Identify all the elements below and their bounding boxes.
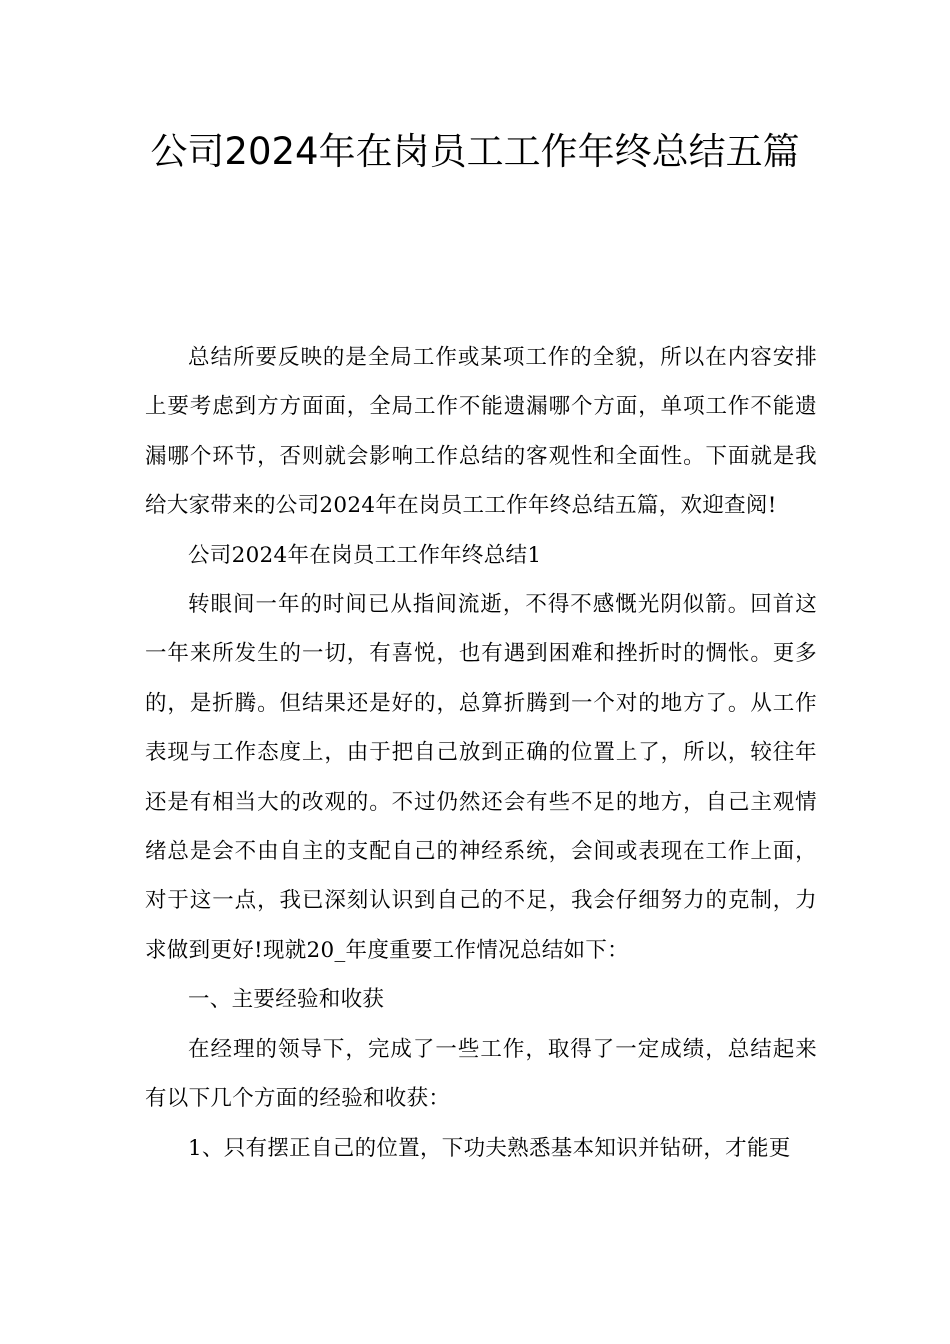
body-paragraph: 转眼间一年的时间已从指间流逝，不得不感慨光阴似箭。回首这一年来所发生的一切，有喜悦，也有遇到困难和挫折时的惆怅。更多的，是折腾。但结果还是好的，总算折腾到一个对的地方了。从工作表现与工作态度上，由于把自己放到正确的位置上了，所以，较往年还是有相当大的改观的。不过仍然还会有些不足的地方，自己主观情绪总是会不由自主的支配自己的神经系统，会间或表现在工作上面，对于这一点，我已深刻认识到自己的不足，我会仔细努力的克制，力求做到更好!现就20_年度重要工作情况总结如下： — [145, 592, 817, 963]
intro-paragraph: 总结所要反映的是全局工作或某项工作的全貌，所以在内容安排上要考虑到方方面面，全局工作不能遗漏哪个方面，单项工作不能遗漏哪个环节，否则就会影响工作总结的客观性和全面性。下面就是我给大家带来的公司2024年在岗员工工作年终总结五篇，欢迎查阅! — [145, 345, 817, 519]
document-body — [145, 333, 817, 1173]
section-heading-summary-1: 公司2024年在岗员工工作年终总结1 — [188, 542, 542, 568]
document-title: 公司2024年在岗员工工作年终总结五篇 — [150, 130, 800, 173]
body-paragraph: 在经理的领导下，完成了一些工作，取得了一定成绩，总结起来有以下几个方面的经验和收获： — [145, 1036, 817, 1112]
list-item-1: 1、只有摆正自己的位置，下功夫熟悉基本知识并钻研，才能更 — [188, 1135, 791, 1161]
subheading-main-experience: 一、主要经验和收获 — [188, 987, 385, 1013]
